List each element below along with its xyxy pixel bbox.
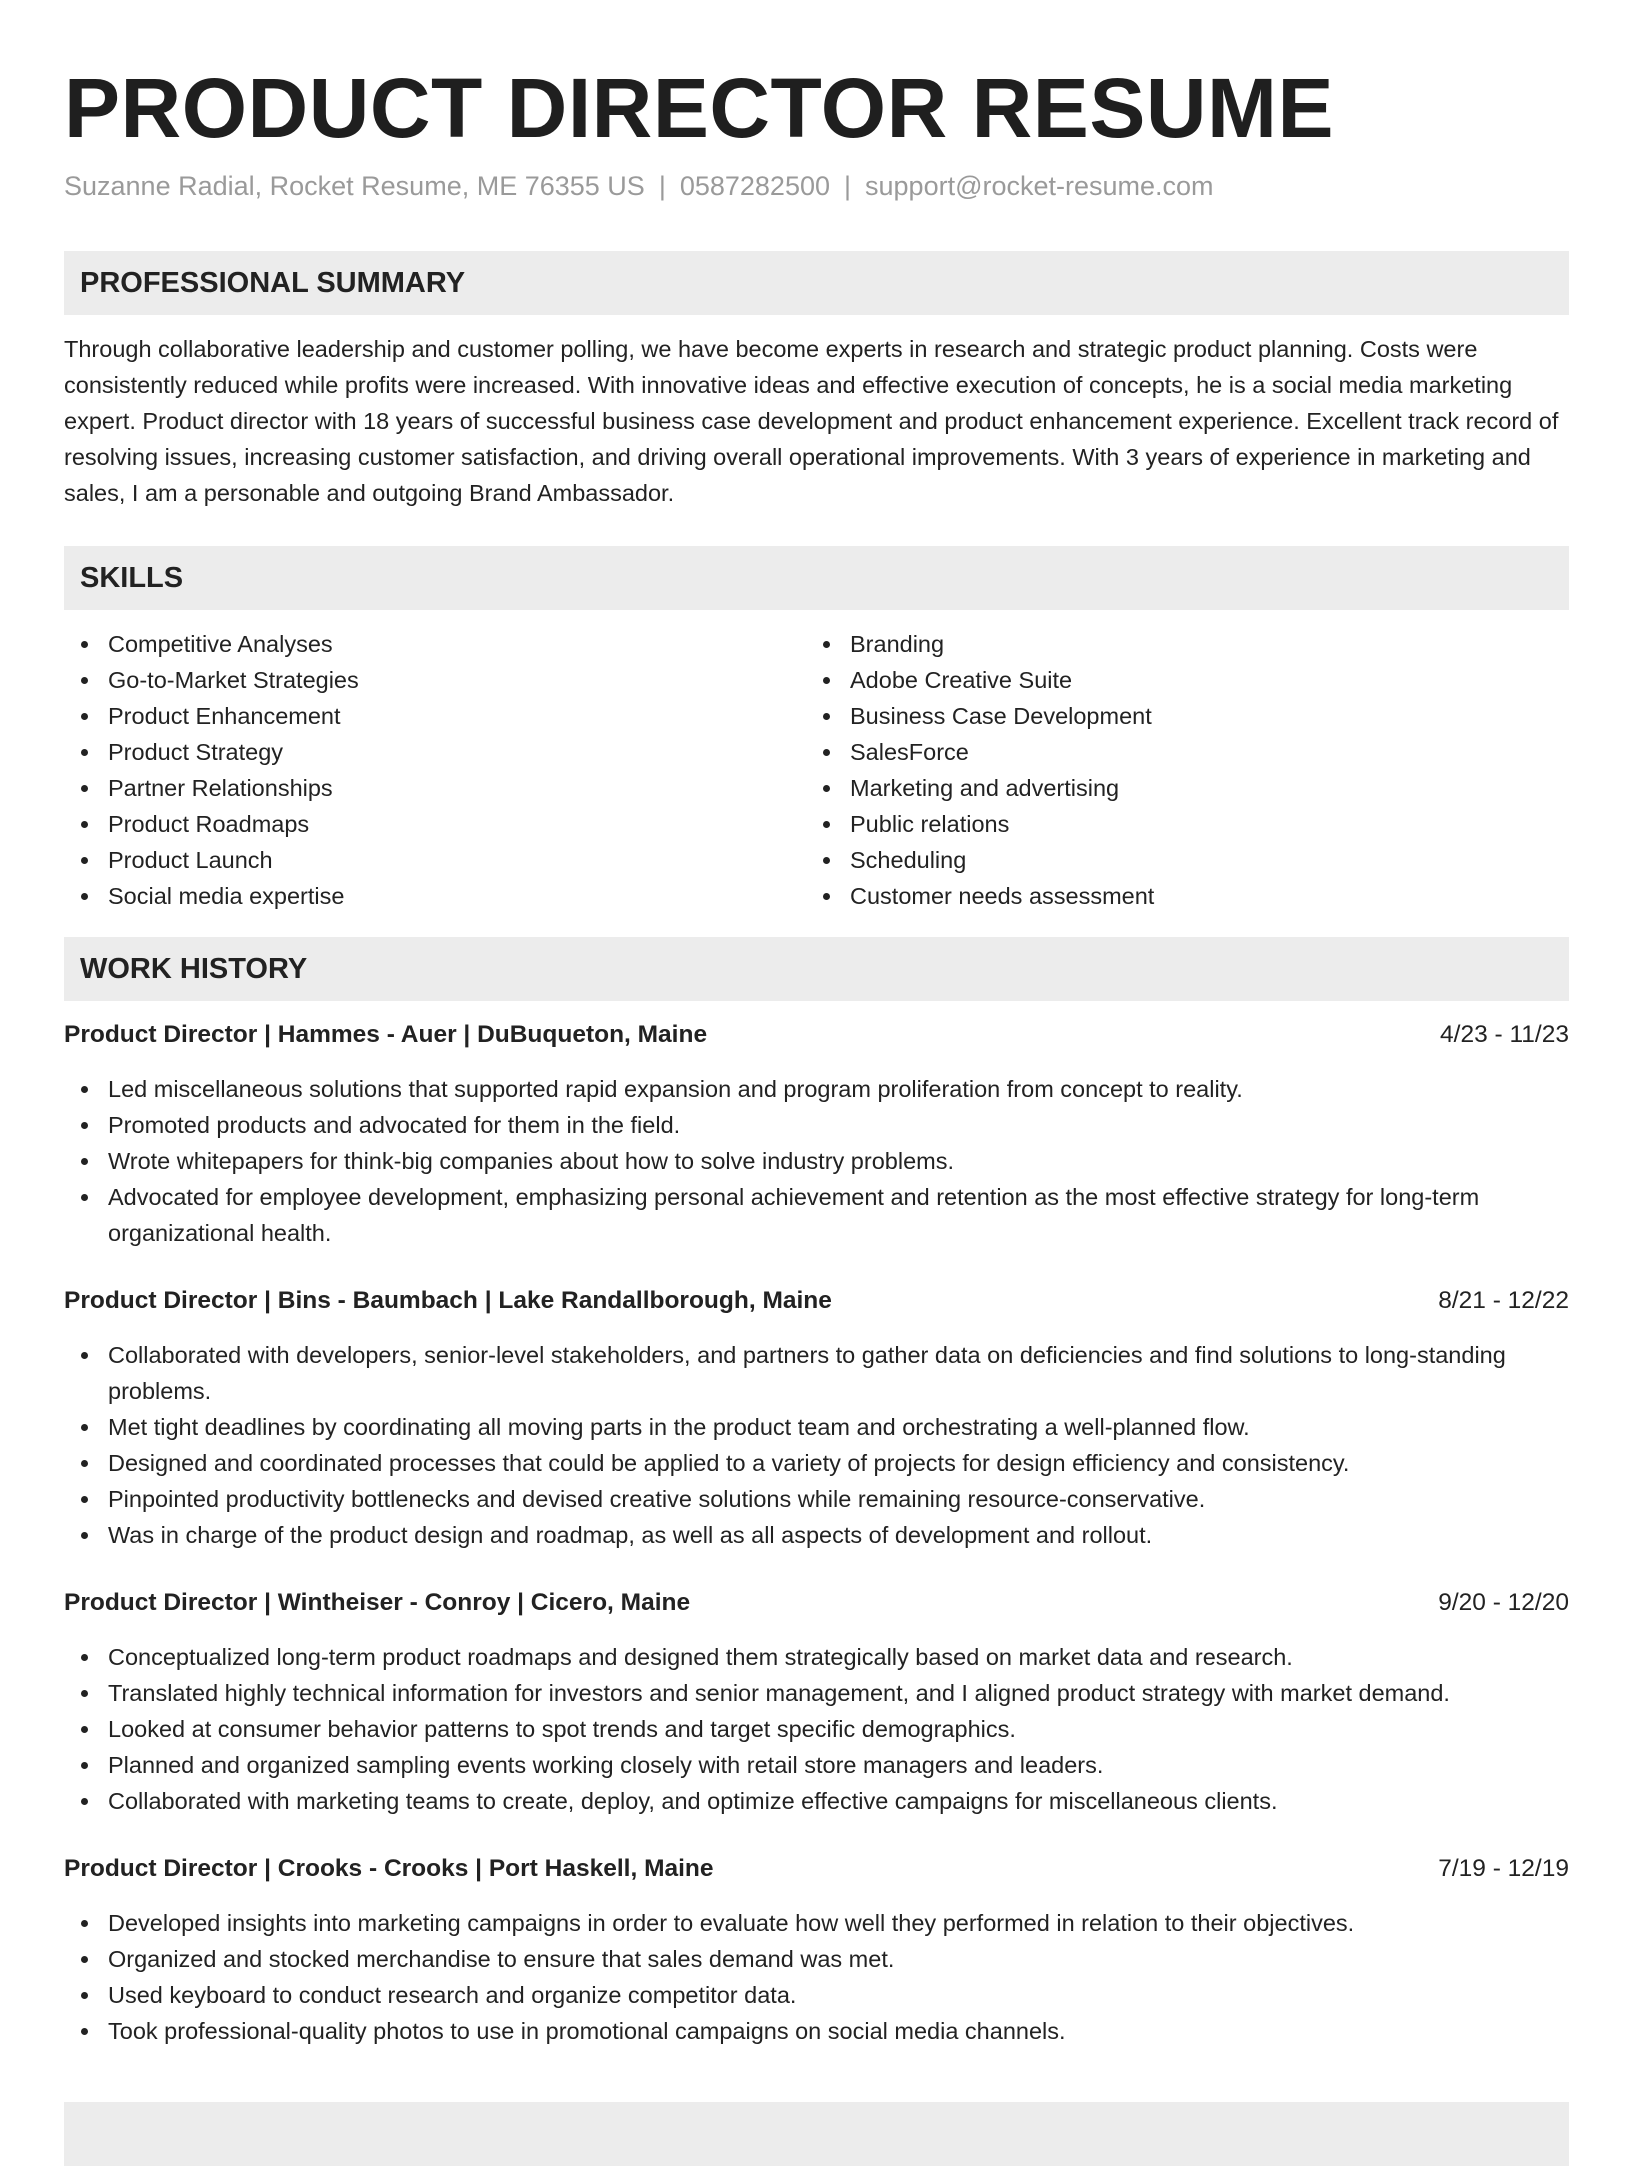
job-bullet: Met tight deadlines by coordinating all moving parts in the product team and orchestrating a well-planned flow. (64, 1409, 1569, 1445)
job-bullet: Used keyboard to conduct research and organize competitor data. (64, 1977, 1569, 2013)
skill-item: Business Case Development (806, 698, 1548, 734)
job-bullet: Led miscellaneous solutions that supported rapid expansion and program proliferation from concept to reality. (64, 1071, 1569, 1107)
contact-email: support@rocket-resume.com (865, 171, 1214, 201)
job-entry (64, 1017, 1569, 1251)
contact-address: Suzanne Radial, Rocket Resume, ME 76355 US (64, 171, 645, 201)
job-bullet: Collaborated with developers, senior-level stakeholders, and partners to gather data on deficiencies and find solutions to long-standing problems. (64, 1337, 1569, 1409)
job-entry (64, 1851, 1569, 2049)
job-bullet: Developed insights into marketing campaigns in order to evaluate how well they performed in relation to their objectives. (64, 1905, 1569, 1941)
skill-item: Customer needs assessment (806, 878, 1548, 914)
skills-column-right (806, 626, 1548, 914)
skill-item: Scheduling (806, 842, 1548, 878)
skill-item: SalesForce (806, 734, 1548, 770)
job-entry (64, 1585, 1569, 1819)
job-bullet: Was in charge of the product design and roadmap, as well as all aspects of development and rollout. (64, 1517, 1569, 1553)
section-heading-summary: PROFESSIONAL SUMMARY (64, 251, 1569, 315)
job-dates: 4/23 - 11/23 (1440, 1021, 1569, 1048)
contact-separator: | (844, 171, 852, 201)
skill-item: Product Enhancement (64, 698, 806, 734)
resume-title: PRODUCT DIRECTOR RESUME (64, 61, 1335, 155)
job-title: Product Director | Wintheiser - Conroy | Cicero, Maine (64, 1589, 691, 1616)
job-header (64, 1851, 1569, 1887)
job-dates: 7/19 - 12/19 (1438, 1855, 1569, 1882)
job-bullet: Planned and organized sampling events working closely with retail store managers and leaders. (64, 1747, 1569, 1783)
job-bullet: Conceptualized long-term product roadmaps and designed them strategically based on market data and research. (64, 1639, 1569, 1675)
job-title: Product Director | Bins - Baumbach | Lake Randallborough, Maine (64, 1287, 832, 1314)
skill-item: Go-to-Market Strategies (64, 662, 806, 698)
job-bullet: Translated highly technical information for investors and senior management, and I aligned product strategy with market demand. (64, 1675, 1569, 1711)
section-heading-skills: SKILLS (64, 546, 1569, 610)
job-header (64, 1283, 1569, 1319)
skill-item: Branding (806, 626, 1548, 662)
job-bullet: Advocated for employee development, emphasizing personal achievement and retention as the most effective strategy for long-term organizational health. (64, 1179, 1569, 1251)
job-bullets (64, 1337, 1569, 1553)
work-history-list (64, 1017, 1569, 2049)
job-bullet: Wrote whitepapers for think-big companies about how to solve industry problems. (64, 1143, 1569, 1179)
job-bullet: Designed and coordinated processes that could be applied to a variety of projects for design efficiency and consistency. (64, 1445, 1569, 1481)
job-bullets (64, 1071, 1569, 1251)
skill-item: Product Launch (64, 842, 806, 878)
job-title: Product Director | Crooks - Crooks | Port Haskell, Maine (64, 1855, 714, 1882)
skill-item: Adobe Creative Suite (806, 662, 1548, 698)
skills-grid (64, 626, 1569, 914)
contact-phone: 0587282500 (679, 171, 830, 201)
job-bullet: Organized and stocked merchandise to ensure that sales demand was met. (64, 1941, 1569, 1977)
job-bullets (64, 1905, 1569, 2049)
skill-item: Social media expertise (64, 878, 806, 914)
job-title: Product Director | Hammes - Auer | DuBuqueton, Maine (64, 1021, 708, 1048)
job-bullet: Took professional-quality photos to use in promotional campaigns on social media channels. (64, 2013, 1569, 2049)
job-dates: 8/21 - 12/22 (1438, 1287, 1569, 1314)
skill-item: Product Roadmaps (64, 806, 806, 842)
job-bullet: Looked at consumer behavior patterns to spot trends and target specific demographics. (64, 1711, 1569, 1747)
skill-item: Competitive Analyses (64, 626, 806, 662)
job-bullet: Promoted products and advocated for them in the field. (64, 1107, 1569, 1143)
summary-paragraph: Through collaborative leadership and customer polling, we have become experts in research and strategic product planning. Costs were consistently reduced while profits were increased. With innovative ideas and effective execution of concepts, he is a social media marketing expert. Product director with 18 years of successful business case development and product enhancement experience. Excellent track record of resolving issues, increasing customer satisfaction, and driving overall operational improvements. With 3 years of experience in marketing and sales, I am a personable and outgoing Brand Ambassador. (64, 336, 1559, 506)
job-bullets (64, 1639, 1569, 1819)
skill-item: Marketing and advertising (806, 770, 1548, 806)
resume-page (64, 58, 1569, 2049)
skill-item: Partner Relationships (64, 770, 806, 806)
job-bullet: Collaborated with marketing teams to create, deploy, and optimize effective campaigns for miscellaneous clients. (64, 1783, 1569, 1819)
job-entry (64, 1283, 1569, 1553)
job-bullet: Pinpointed productivity bottlenecks and devised creative solutions while remaining resource-conservative. (64, 1481, 1569, 1517)
section-heading-work-history: WORK HISTORY (64, 937, 1569, 1001)
job-header (64, 1017, 1569, 1053)
contact-line (64, 168, 1569, 204)
skill-item: Product Strategy (64, 734, 806, 770)
skill-item: Public relations (806, 806, 1548, 842)
contact-separator: | (658, 171, 666, 201)
job-header (64, 1585, 1569, 1621)
job-dates: 9/20 - 12/20 (1438, 1589, 1569, 1616)
skills-column-left (64, 626, 806, 914)
